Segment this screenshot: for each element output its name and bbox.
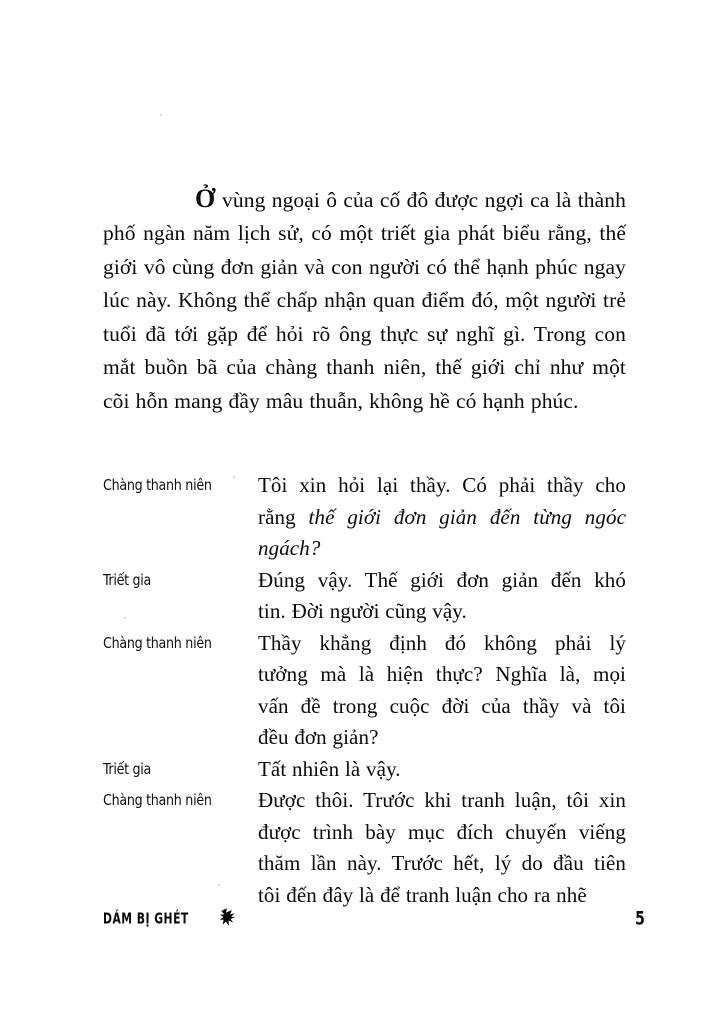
book-title: DÁM BỊ GHÉT <box>103 909 189 928</box>
dialogue-line <box>258 628 626 660</box>
dialogue-line-emphasis: ngách? <box>258 536 321 560</box>
dialogue-speech-text <box>258 565 626 628</box>
dialogue-line-text: được trình bày mục đích chuyến viếng <box>258 819 626 844</box>
dialogue-line-text: đều đơn giản? <box>258 725 379 749</box>
scan-speck <box>160 114 162 116</box>
dialogue-line <box>258 722 626 754</box>
dialogue-speech-text <box>258 754 626 786</box>
dialogue-line-text: rằng <box>258 504 309 529</box>
dialogue-row <box>103 565 626 628</box>
dialogue-row <box>103 785 626 911</box>
dialogue-line-emphasis: thế giới đơn giản đến từng ngóc <box>308 504 626 529</box>
flourish-ornament-icon <box>219 907 236 928</box>
dialogue-block <box>103 470 626 911</box>
dialogue-line-text: Đúng vậy. Thế giới đơn giản đến khó <box>258 567 626 592</box>
dialogue-speech-text <box>258 470 626 565</box>
dialogue-line-text: thăm lần này. Trước hết, lý do đầu tiên <box>258 851 626 875</box>
dialogue-line <box>258 659 626 691</box>
dialogue-line <box>258 848 626 880</box>
drop-cap: Ở <box>195 183 216 213</box>
dialogue-line <box>258 754 626 786</box>
dialogue-row <box>103 470 626 565</box>
dialogue-line-text: vấn đề trong cuộc đời của thầy và tôi <box>258 693 626 718</box>
page-footer <box>103 908 645 929</box>
dialogue-line-text: tưởng mà là hiện thực? Nghĩa là, mọi <box>258 662 626 686</box>
dialogue-speaker-label: Triết gia <box>103 570 152 589</box>
dialogue-line <box>258 502 626 534</box>
dialogue-line <box>258 533 626 565</box>
dialogue-line-text: Được thôi. Trước khi tranh luận, tôi xin <box>258 788 626 812</box>
dialogue-speaker-label: Triết gia <box>103 759 152 778</box>
dialogue-speaker-label: Chàng thanh niên <box>103 791 212 809</box>
dialogue-row <box>103 754 626 786</box>
dialogue-line-text: Tôi xin hỏi lại thầy. Có phải thầy cho <box>258 473 626 497</box>
dialogue-speech-text <box>258 785 626 911</box>
dialogue-line <box>258 817 626 849</box>
dialogue-line-text: tôi đến đây là để tranh luận cho ra nhẽ <box>258 882 587 907</box>
dialogue-row <box>103 628 626 754</box>
opening-paragraph-body: vùng ngoại ô của cố đô được ngợi ca là thành phố ngàn năm lịch sử, có một triết gia phát biểu rằng, thế giới vô cùng đơn giản và con người có thể hạnh phúc ngay lúc này. Không thể chấp nhận quan điểm đó, một người trẻ tuổi đã tới gặp để hỏi rõ ông thực sự nghĩ gì. Trong con mắt buồn bã của chàng thanh niên, thế giới chỉ như một cõi hỗn mang đầy mâu thuẫn, không hề có hạnh phúc. <box>103 187 626 413</box>
dialogue-line <box>258 596 626 628</box>
dialogue-speaker-label: Chàng thanh niên <box>103 476 212 494</box>
dialogue-line <box>258 691 626 723</box>
opening-paragraph <box>103 182 626 419</box>
dialogue-speaker-label: Chàng thanh niên <box>103 633 212 652</box>
dialogue-line <box>258 565 626 597</box>
dialogue-line-text: Thầy khẳng định đó không phải lý <box>258 630 626 655</box>
dialogue-line-text: Tất nhiên là vậy. <box>258 756 401 781</box>
dialogue-speech-text <box>258 628 626 754</box>
dialogue-line-text: tin. Đời người cũng vậy. <box>258 599 467 623</box>
page-number: 5 <box>635 907 645 930</box>
dialogue-line <box>258 785 626 817</box>
footer-left-group <box>103 908 236 929</box>
dialogue-line <box>258 880 626 912</box>
dialogue-line <box>258 470 626 502</box>
